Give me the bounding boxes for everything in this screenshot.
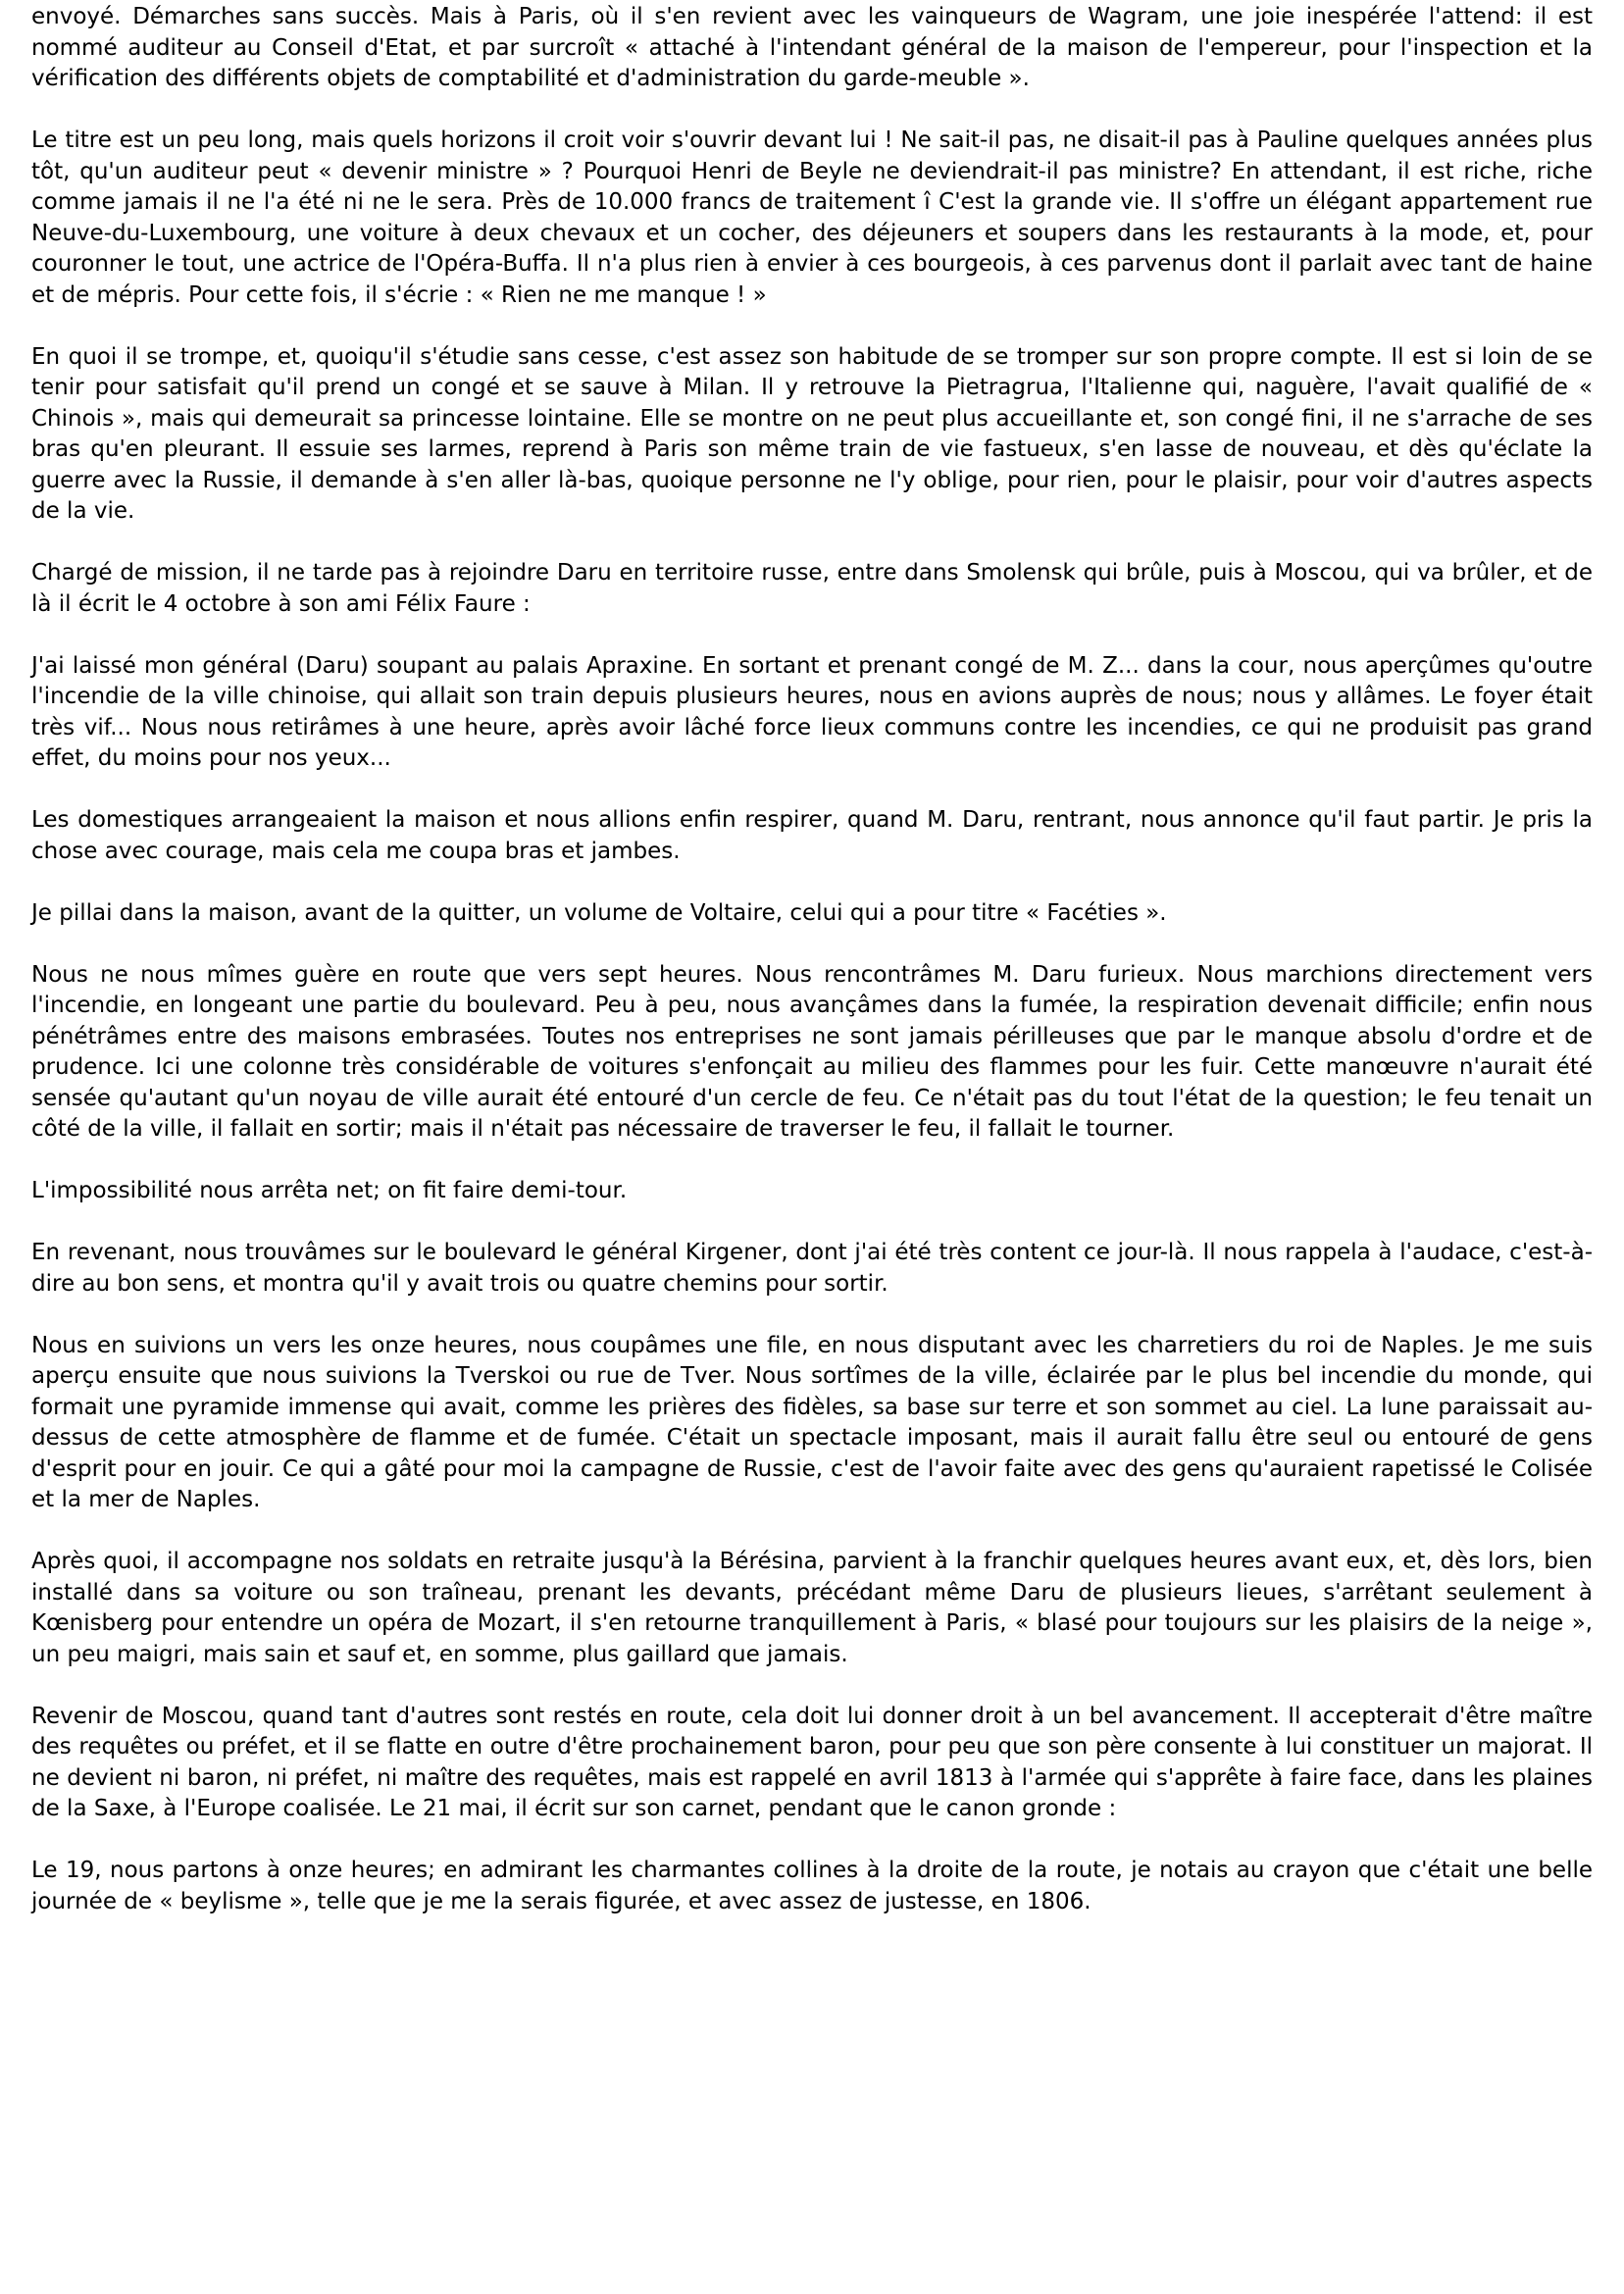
paragraph: En quoi il se trompe, et, quoiqu'il s'étudie sans cesse, c'est assez son habitude de se tromper sur son propre compte. Il est si loin de se tenir pour satisfait qu'il prend un congé et se sauve à Milan. Il y retrouve la Pietragrua, l'Italienne qui, naguère, l'avait qualifié de « Chinois », mais qui demeurait sa princesse lointaine. Elle se montre on ne peut plus accueillante et, son congé fini, il ne s'arrache de ses bras qu'en pleurant. Il essuie ses larmes, reprend à Paris son même train de vie fastueux, s'en lasse de nouveau, et dès qu'éclate la guerre avec la Russie, il demande à s'en aller là-bas, quoique personne ne l'y oblige, pour rien, pour le plaisir, pour voir d'autres aspects de la vie. (31, 343, 1593, 524)
paragraph: L'impossibilité nous arrêta net; on fit faire demi-tour. (31, 1178, 628, 1203)
paragraph: Revenir de Moscou, quand tant d'autres sont restés en route, cela doit lui donner droit à un bel avancement. Il accepterait d'être maître des requêtes ou préfet, et il se flatte en outre d'être prochainement baron, pour peu que son père consente à lui constituer un majorat. Il ne devient ni baron, ni préfet, ni maître des requêtes, mais est rappelé en avril 1813 à l'armée qui s'apprête à faire face, dans les plaines de la Saxe, à l'Europe coalisée. Le 21 mai, il écrit sur son carnet, pendant que le canon gronde : (31, 1703, 1593, 1821)
paragraph: envoyé. Démarches sans succès. Mais à Paris, où il s'en revient avec les vainqueurs de Wagram, une joie inespérée l'attend: il est nommé auditeur au Conseil d'Etat, et par surcroît « attaché à l'intendant général de la maison de l'empereur, pour l'inspection et la vérification des différents objets de comptabilité et d'administration du garde-meuble ». (31, 4, 1593, 91)
paragraph: Après quoi, il accompagne nos soldats en retraite jusqu'à la Bérésina, parvient à la franchir quelques heures avant eux, et, dès lors, bien installé dans sa voiture ou son traîneau, prenant les devants, précédant même Daru de plusieurs lieues, s'arrêtant seulement à Kœnisberg pour entendre un opéra de Mozart, il s'en retourne tranquillement à Paris, « blasé pour toujours sur les plaisirs de la neige », un peu maigri, mais sain et sauf et, en somme, plus gaillard que jamais. (31, 1549, 1593, 1667)
paragraph: En revenant, nous trouvâmes sur le boulevard le général Kirgener, dont j'ai été très content ce jour-là. Il nous rappela à l'audace, c'est-à-dire au bon sens, et montra qu'il y avait trois ou quatre chemins pour sortir. (31, 1240, 1593, 1297)
paragraph: Nous en suivions un vers les onze heures, nous coupâmes une file, en nous disputant avec les charretiers du roi de Naples. Je me suis aperçu ensuite que nous suivions la Tverskoi ou rue de Tver. Nous sortîmes de la ville, éclairée par le plus bel incendie du monde, qui formait une pyramide immense qui avait, comme les prières des fidèles, sa base sur terre et son sommet au ciel. La lune paraissait au-dessus de cette atmosphère de flamme et de fumée. C'était un spectacle imposant, mais il aurait fallu être seul ou entouré de gens d'esprit pour en jouir. Ce qui a gâté pour moi la campagne de Russie, c'est de l'avoir faite avec des gens qu'auraient rapetissé le Colisée et la mer de Naples. (31, 1332, 1593, 1512)
paragraph: Le titre est un peu long, mais quels horizons il croit voir s'ouvrir devant lui ! Ne sait-il pas, ne disait-il pas à Pauline quelques années plus tôt, qu'un auditeur peut « devenir ministre » ? Pourquoi Henri de Beyle ne deviendrait-il pas ministre? En attendant, il est riche, riche comme jamais il ne l'a été ni ne le sera. Près de 10.000 francs de traitement î C'est la grande vie. Il s'offre un élégant appartement rue Neuve-du-Luxembourg, une voiture à deux chevaux et un cocher, des déjeuners et soupers dans les restaurants à la mode, et, pour couronner le tout, une actrice de l'Opéra-Buffa. Il n'a plus rien à envier à ces bourgeois, à ces parvenus dont il parlait avec tant de haine et de mépris. Pour cette fois, il s'écrie : « Rien ne me manque ! » (31, 127, 1593, 308)
paragraph: Nous ne nous mîmes guère en route que vers sept heures. Nous rencontrâmes M. Daru furieux. Nous marchions directement vers l'incendie, en longeant une partie du boulevard. Peu à peu, nous avançâmes dans la fumée, la respiration devenait difficile; enfin nous pénétrâmes entre des maisons embrasées. Toutes nos entreprises ne sont jamais périlleuses que par le manque absolu d'ordre et de prudence. Ici une colonne très considérable de voitures s'enfonçait au milieu des flammes pour les fuir. Cette manœuvre n'aurait été sensée qu'autant qu'un noyau de ville aurait été entouré d'un cercle de feu. Ce n'était pas du tout l'état de la question; le feu tenait un côté de la ville, il fallait en sortir; mais il n'était pas nécessaire de traverser le feu, il fallait le tourner. (31, 961, 1593, 1142)
paragraph: Les domestiques arrangeaient la maison et nous allions enfin respirer, quand M. Daru, rentrant, nous annonce qu'il faut partir. Je pris la chose avec courage, mais cela me coupa bras et jambes. (31, 807, 1593, 864)
paragraph: Je pillai dans la maison, avant de la quitter, un volume de Voltaire, celui qui a pour titre « Facéties ». (31, 899, 1167, 926)
paragraph: Chargé de mission, il ne tarde pas à rejoindre Daru en territoire russe, entre dans Smolensk qui brûle, puis à Moscou, qui va brûler, et de là il écrit le 4 octobre à son ami Félix Faure : (31, 560, 1593, 617)
paragraph: Le 19, nous partons à onze heures; en admirant les charmantes collines à la droite de la route, je notais au crayon que c'était une belle journée de « beylisme », telle que je me la serais figurée, et avec assez de justesse, en 1806. (31, 1858, 1593, 1914)
paragraph: J'ai laissé mon général (Daru) soupant au palais Apraxine. En sortant et prenant congé de M. Z... dans la cour, nous aperçûmes qu'outre l'incendie de la ville chinoise, qui allait son train depuis plusieurs heures, nous en avions auprès de nous; nous y allâmes. Le foyer était très vif... Nous nous retirâmes à une heure, après avoir lâché force lieux communs contre les incendies, ce qui ne produisit pas grand effet, du moins pour nos yeux... (31, 652, 1593, 771)
